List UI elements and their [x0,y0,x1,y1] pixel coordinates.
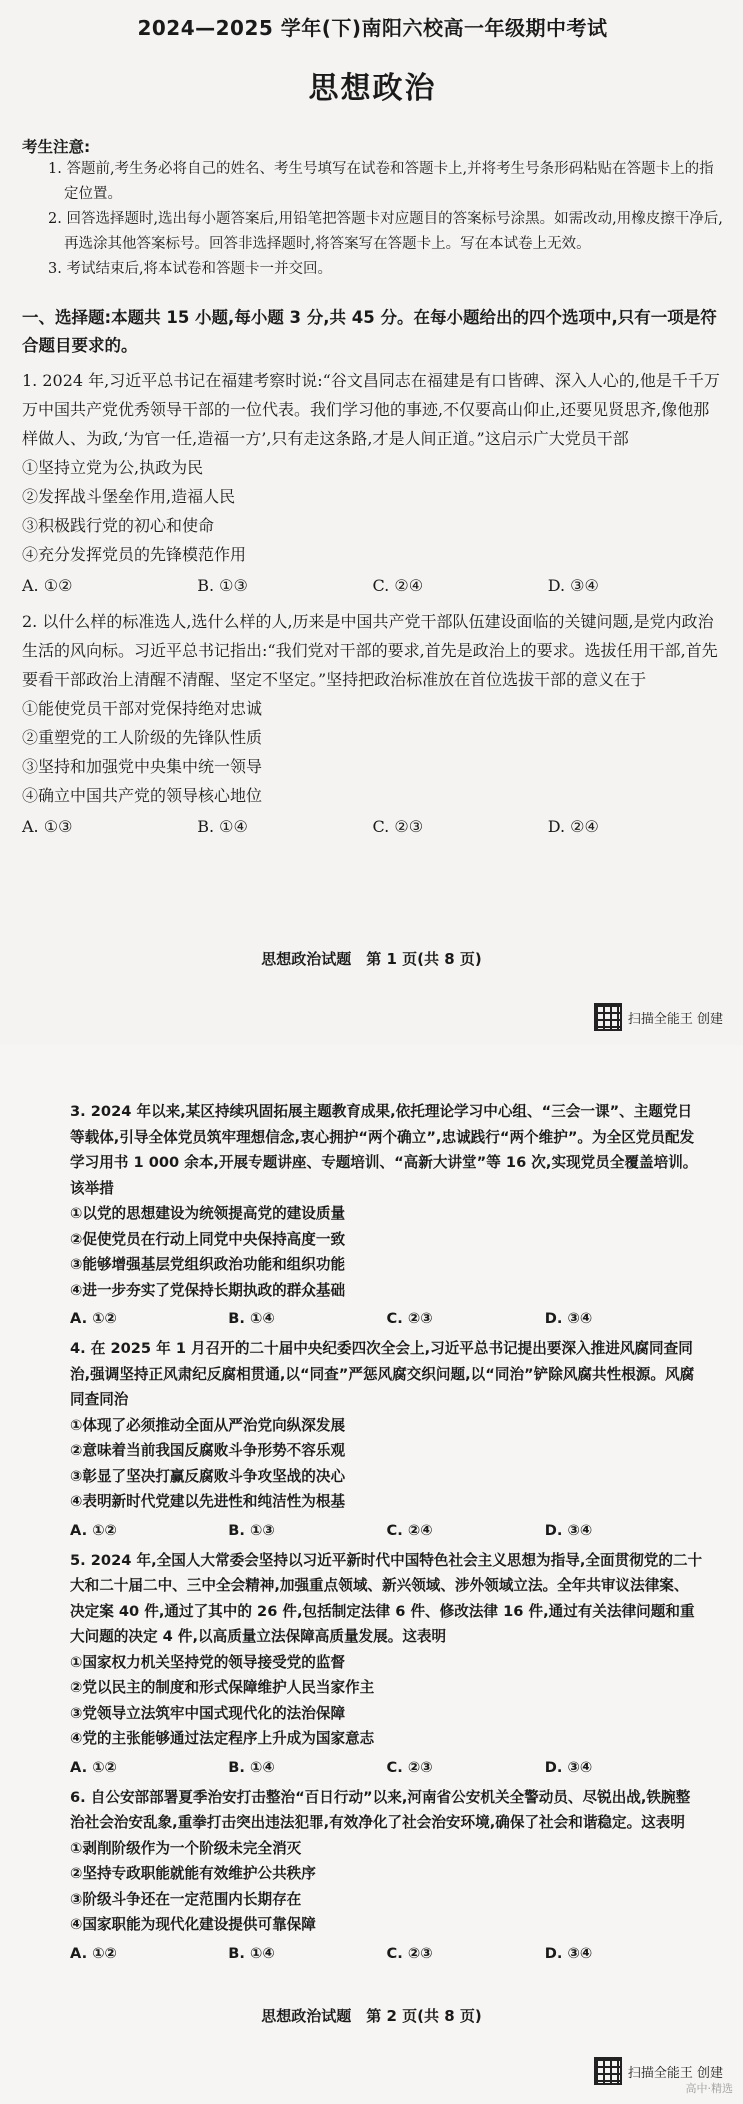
choice-c: C. ②③ [386,1758,433,1776]
choice-a: A. ①② [70,1758,117,1776]
scan-label: 扫描全能王 创建 [627,1011,723,1027]
scan-mark [594,1003,723,1031]
question-stem: 6. 自公安部部署夏季治安打击整治“百日行动”以来,河南省公安机关全警动员、尽锐出战,铁腕整治社会治安乱象,重拳打击突出违法犯罪,有效净化了社会治安环境,确保了社会和谐稳定。这表明 [70,1788,691,1831]
question-4 [70,1336,703,1544]
statement-option: ③能够增强基层党组织政治功能和组织功能 [70,1256,346,1273]
statement-option: ②党以民主的制度和形式保障维护人民当家作主 [70,1679,375,1696]
statement-option: ③彰显了坚决打赢反腐败斗争攻坚战的决心 [70,1467,346,1485]
choice-d: D. ③④ [544,1758,593,1776]
statement-option: ②重塑党的工人阶级的先锋队性质 [22,728,263,747]
notice-item: 1. 答题前,考生务必将自己的姓名、考生号填写在试卷和答题卡上,并将考生号条形码粘贴在答题卡上的指定位置。 [48,161,714,202]
statement-option: ②意味着当前我国反腐败斗争形势不容乐观 [70,1442,346,1459]
exam-page-2 [0,1045,743,2104]
choice-b: B. ①③ [197,576,248,595]
notice-item: 3. 考试结束后,将本试卷和答题卡一并交回。 [48,261,333,277]
statement-option: ③坚持和加强党中央集中统一领导 [22,757,263,776]
statement-option: ①国家权力机关坚持党的领导接受党的监督 [70,1653,346,1671]
question-3 [70,1099,703,1332]
question-2 [22,607,723,842]
choice-c: C. ②③ [386,1944,433,1962]
choice-c: C. ②④ [372,576,424,595]
notice-item: 2. 回答选择题时,选出每小题答案后,用铅笔把答题卡对应题目的答案标号涂黑。如需改动,用橡皮擦干净后,再选涂其他答案标号。回答非选择题时,将答案写在答题卡上。写在本试卷上无效。 [48,211,723,252]
choice-c: C. ②③ [372,817,424,836]
statement-option: ①以党的思想建设为统领提高党的建设质量 [70,1205,346,1222]
notice-list [22,157,723,282]
question-stem: 4. 在 2025 年 1 月召开的二十届中央纪委四次全会上,习近平总书记提出要深入推进风腐同查同治,强调坚持正风肃纪反腐相贯通,以“同查”严惩风腐交织问题,以“同治”铲除风腐共性根源。风腐同查同治 [70,1340,695,1408]
statement-option: ②坚持专政职能就能有效维护公共秩序 [70,1865,316,1882]
question-stem: 1. 2024 年,习近平总书记在福建考察时说:“谷文昌同志在福建是有口皆碑、深入人心的,他是千千万万中国共产党优秀领导干部的一位代表。我们学习他的事迹,不仅要高山仰止,还要见贤思齐,像他那样做人、为政,‘为官一任,造福一方’,只有走这条路,才是人间正道。”这启示广大党员干部 [22,371,720,448]
choice-a: A. ①③ [22,817,73,836]
scan-label: 扫描全能王 创建 [627,2065,723,2081]
choice-a: A. ①② [22,576,73,595]
answer-choices [70,1305,703,1332]
question-6 [70,1785,703,1967]
page-footer: 思想政治试题 第 1 页(共 8 页) [261,950,482,968]
statement-option: ①能使党员干部对党保持绝对忠诚 [22,699,263,718]
section-heading: 一、选择题:本题共 15 小题,每小题 3 分,共 45 分。在每小题给出的四个选项中,只有一项是符合题目要求的。 [22,308,717,355]
subject-title: 思想政治 [308,71,437,106]
statement-option: ①剥削阶级作为一个阶级未完全消灭 [70,1839,302,1857]
choice-d: D. ③④ [547,576,599,595]
choice-d: D. ③④ [544,1521,593,1539]
question-stem: 2. 以什么样的标准选人,选什么样的人,历来是中国共产党干部队伍建设面临的关键问题,是党内政治生活的风向标。习近平总书记指出:“我们党对干部的要求,首先是政治上的要求。选拔任用干部,首先要看干部政治上清醒不清醒、坚定不坚定。”坚持把政治标准放在首位选拔干部的意义在于 [22,612,718,689]
statement-option: ④表明新时代党建以先进性和纯洁性为根基 [70,1493,346,1510]
statement-option: ①体现了必须推动全面从严治党向纵深发展 [70,1416,346,1434]
statement-option: ②促使党员在行动上同党中央保持高度一致 [70,1230,346,1248]
choice-d: D. ③④ [544,1944,593,1962]
choice-c: C. ②③ [386,1310,433,1327]
statement-option: ④党的主张能够通过法定程序上升成为国家意志 [70,1730,375,1747]
statement-option: ③阶级斗争还在一定范围内长期存在 [70,1890,302,1908]
exam-title: 2024—2025 学年(下)南阳六校高一年级期中考试 [137,16,608,40]
statement-option: ③积极践行党的初心和使命 [22,516,215,535]
qr-code-icon [594,1003,622,1031]
choice-c: C. ②④ [386,1521,433,1539]
question-stem: 5. 2024 年,全国人大常委会坚持以习近平新时代中国特色社会主义思想为指导,全面贯彻党的二十大和二十届二中、三中全会精神,加强重点领域、新兴领域、涉外领域立法。全年共审议法律案、决定案 40 件,通过了其中的 26 件,包括制定法律 6 件、修改法律 16 件,通过有关法律问题和重大问题的决定 4 件,以高质量立法保障高质量发展。这表明 [70,1551,703,1645]
exam-page-1 [0,0,743,1045]
choice-b: B. ①④ [228,1758,275,1776]
choice-b: B. ①③ [228,1521,275,1539]
page-footer: 思想政治试题 第 2 页(共 8 页) [261,2007,482,2025]
statement-option: ④国家职能为现代化建设提供可靠保障 [70,1916,316,1933]
choice-a: A. ①② [70,1310,117,1327]
choice-d: D. ③④ [544,1310,593,1327]
notice-heading: 考生注意: [22,138,91,156]
statement-option: ④进一步夯实了党保持长期执政的群众基础 [70,1281,346,1299]
choice-b: B. ①④ [228,1944,275,1962]
qr-code-icon [594,2057,622,2085]
choice-b: B. ①④ [197,817,248,836]
answer-choices [22,812,723,842]
question-1 [22,366,723,601]
statement-option: ④确立中国共产党的领导核心地位 [22,786,263,805]
answer-choices [22,571,723,601]
question-stem: 3. 2024 年以来,某区持续巩固拓展主题教育成果,依托理论学习中心组、“三会一课”、主题党日等载体,引导全体党员筑牢理想信念,衷心拥护“两个确立”,忠诚践行“两个维护”。为全区党员配发学习用书 1 000 余本,开展专题讲座、专题培训、“高新大讲堂”等 16 次,实现党员全覆盖培训。该举措 [70,1103,698,1197]
choice-a: A. ①② [70,1521,117,1539]
choice-d: D. ②④ [547,817,599,836]
answer-choices [70,1940,703,1967]
statement-option: ②发挥战斗堡垒作用,造福人民 [22,487,236,506]
statement-option: ①坚持立党为公,执政为民 [22,458,204,477]
answer-choices [70,1517,703,1544]
statement-option: ④充分发挥党员的先锋模范作用 [22,545,247,564]
answer-choices [70,1754,703,1781]
choice-b: B. ①④ [228,1310,275,1327]
statement-option: ③党领导立法筑牢中国式现代化的法治保障 [70,1704,346,1722]
question-5 [70,1548,703,1781]
watermark: 高中·精选 [685,2082,733,2095]
choice-a: A. ①② [70,1944,117,1962]
